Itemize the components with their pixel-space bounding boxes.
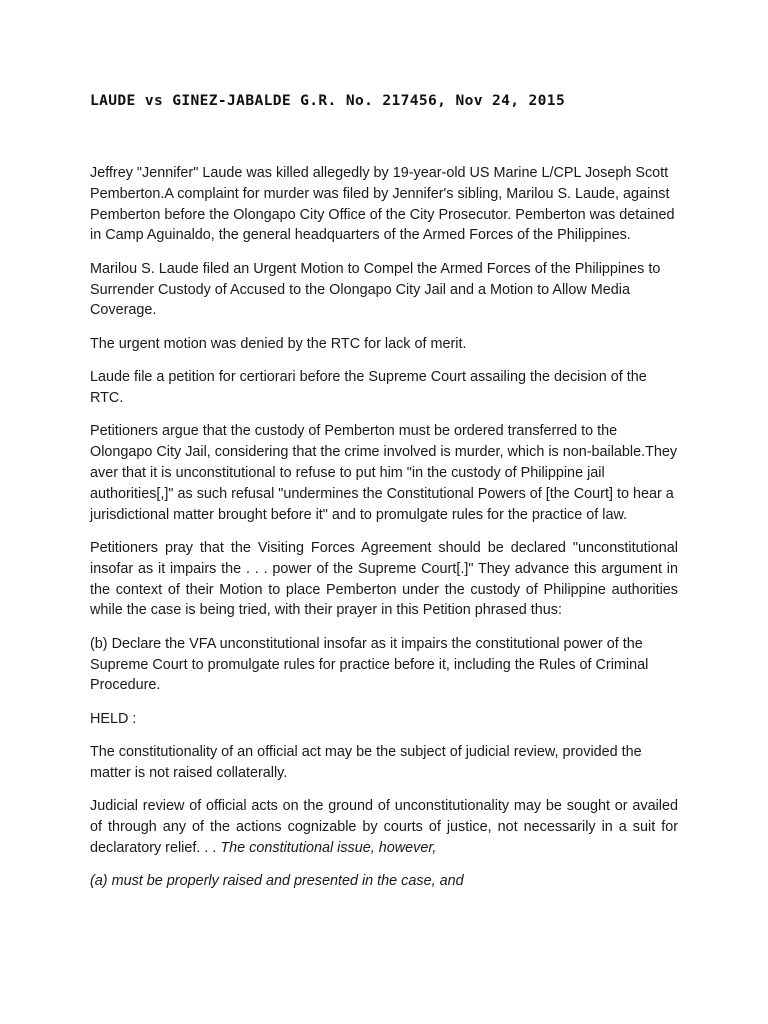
paragraph-constitutionality: The constitutionality of an official act may be the subject of judicial review, provided the matter is not raised collaterally. [90,744,642,781]
constitutional-issue-text: The constitutional issue, however, [220,839,437,856]
paragraph-judicial-review [90,796,678,858]
paragraph-prayer-b: (b) Declare the VFA unconstitutional insofar as it impairs the constitutional power of the Supreme Court to promulgate rules for practice before it, including the Rules of Criminal Procedure. [90,635,649,694]
document-body [90,163,678,905]
paragraph-petitioners-pray: Petitioners pray that the Visiting Forces Agreement should be declared "unconstitutional insofar as it impairs the . . . power of the Supreme Court[.]" They advance this argument in the context of their Motion to place Pemberton under the custody of Philippine authorities while the case is being tried, with their prayer in this Petition phrased thus: [90,539,678,619]
paragraph-petitioners-argue: Petitioners argue that the custody of Pemberton must be ordered transferred to the Olongapo City Jail, considering that the crime involved is murder, which is non-bailable.They aver that it is unconstitutional to refuse to put him "in the custody of Philippine jail authorities[,]" as such refusal "undermines the Constitutional Powers of [the Court] to hear a jurisdictional matter brought before it" and to promulgate rules for the practice of law. [90,423,678,523]
document-title: LAUDE vs GINEZ-JABALDE G.R. No. 217456, Nov 24, 2015 [90,92,566,109]
heading-held: HELD : [90,710,137,727]
paragraph-requirement-a: (a) must be properly raised and presented in the case, and [90,873,464,890]
paragraph-facts: Jeffrey "Jennifer" Laude was killed allegedly by 19-year-old US Marine L/CPL Joseph Scott Pemberton.A complaint for murder was filed by Jennifer's sibling, Marilou S. Laude, against Pemberton before the Olongapo City Office of the City Prosecutor. Pemberton was detained in Camp Aguinaldo, the general headquarters of the Armed Forces of the Philippines. [90,165,675,244]
paragraph-urgent-motion: Marilou S. Laude filed an Urgent Motion to Compel the Armed Forces of the Philippines to Surrender Custody of Accused to the Olongapo City Jail and a Motion to Allow Media Coverage. [90,260,661,319]
judicial-review-text: Judicial review of official acts on the ground of unconstitutionality may be sought or availed of through any of the actions cognizable by courts of justice, not necessarily in a suit for declaratory relief. . . [90,798,678,856]
paragraph-certiorari: Laude file a petition for certiorari before the Supreme Court assailing the decision of the RTC. [90,369,647,406]
paragraph-motion-denied: The urgent motion was denied by the RTC for lack of merit. [90,335,467,352]
